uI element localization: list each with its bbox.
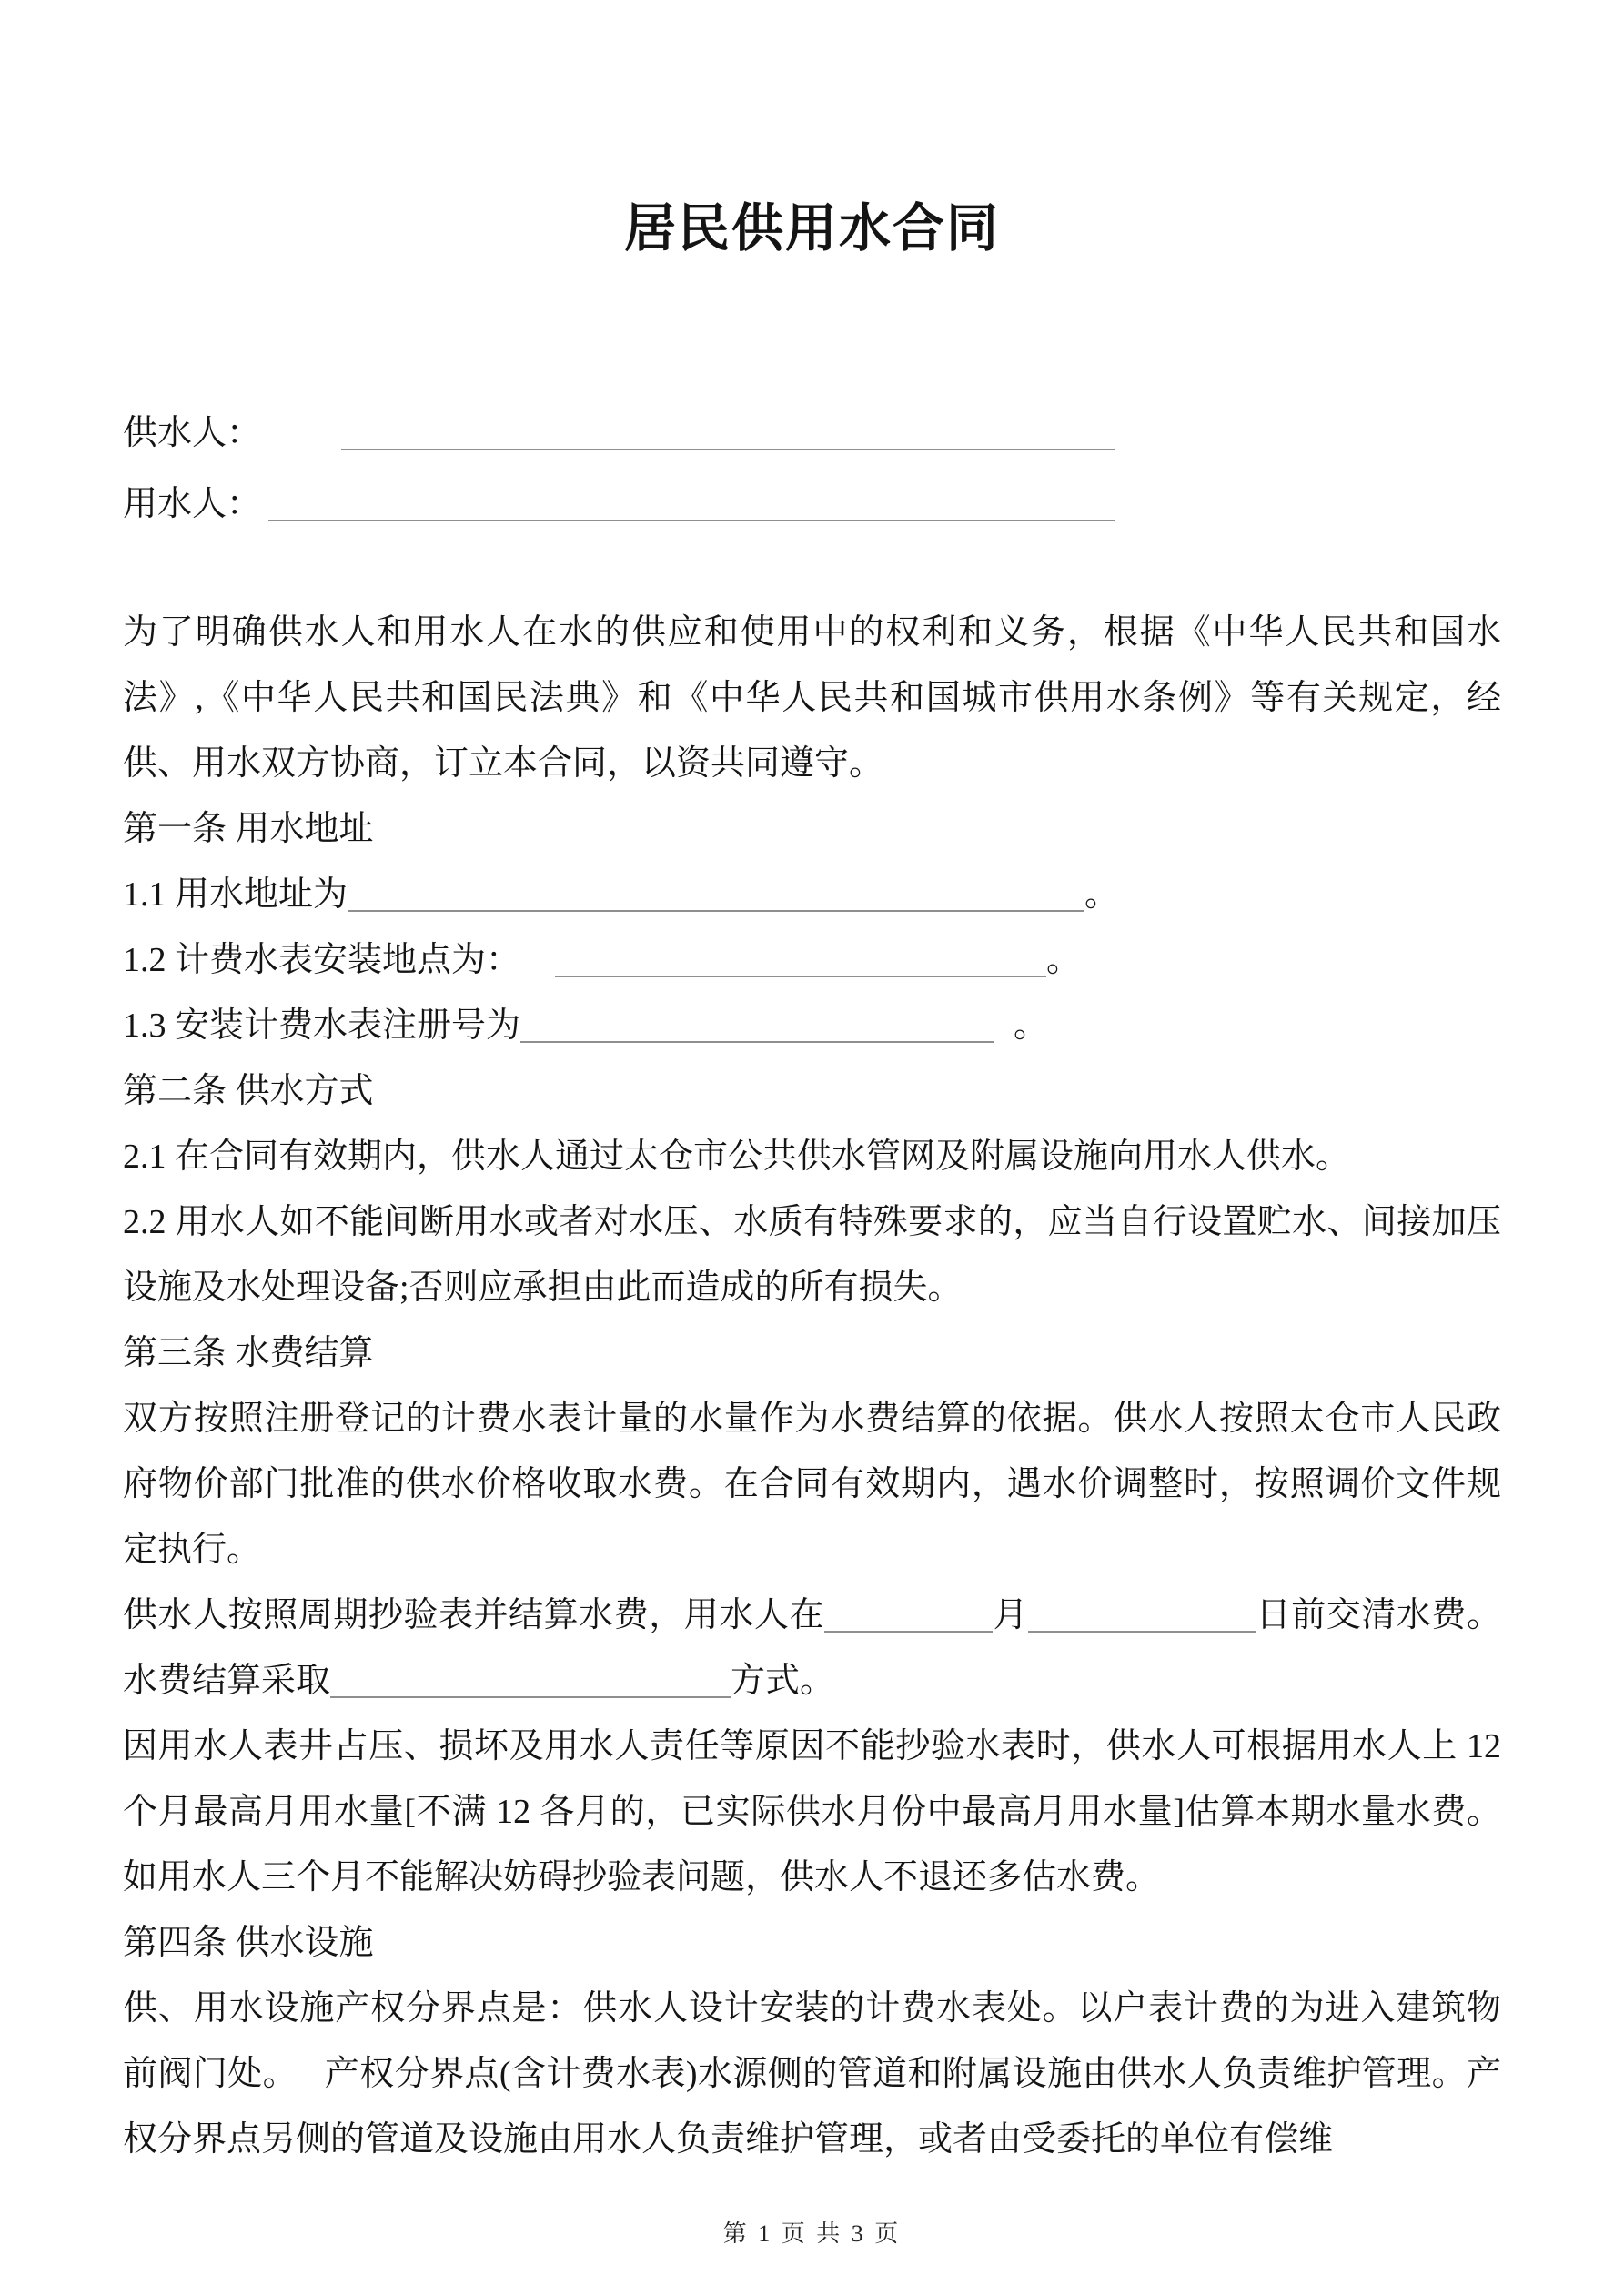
article-3-paragraph-3: 因用水人表井占压、损坏及用水人责任等原因不能抄验水表时，供水人可根据用水人上 12 个月最高月用水量[不满 12 各月的，已实际供水月份中最高月用水量]估算本期水量水费。如用水人三个月不能解决妨碍抄验表问题，供水人不退还多估水费。 — [123, 1727, 1510, 1896]
article-3-heading: 第三条 水费结算 — [123, 1334, 374, 1372]
intro-paragraph: 为了明确供水人和用水人在水的供应和使用中的权利和义务，根据《中华人民共和国水法》,《中华人民共和国民法典》和《中华人民共和国城市供用水条例》等有关规定，经供、用水双方协商，订立本合同，以资共同遵守。 — [123, 613, 1501, 783]
supplier-line — [123, 398, 1501, 469]
user-line — [123, 469, 1501, 540]
article-4-heading: 第四条 供水设施 — [123, 1924, 374, 1962]
clause-1-3-text: 1.3 安装计费水表注册号为 — [123, 1006, 521, 1045]
payment-method-blank-field — [330, 1696, 731, 1698]
billing-text-1: 供水人按照周期抄验表并结算水费，用水人在 — [123, 1596, 825, 1634]
contract-body — [123, 600, 1528, 2172]
clause-1-1-period: 。 — [1084, 875, 1120, 914]
document-title: 居民供用水合同 — [624, 200, 1000, 258]
meter-number-blank-field — [520, 1041, 994, 1043]
meter-location-blank-field — [555, 976, 1046, 977]
supplier-label: 供水人： — [123, 414, 262, 452]
page-footer: 第 1 页 共 3 页 — [722, 2220, 902, 2247]
clause-1-2-text: 1.2 计费水表安装地点为： — [123, 941, 521, 979]
billing-text-2: 月 — [993, 1596, 1029, 1634]
article-4-paragraph-1: 供、用水设施产权分界点是：供水人设计安装的计费水表处。以户表计费的为进入建筑物前阀门处。 产权分界点(含计费水表)水源侧的管道和附属设施由供水人负责维护管理。产权分界点另侧的管道及设施由用水人负责维护管理，或者由受委托的单位有偿维 — [123, 1989, 1501, 2159]
article-3-paragraph-2 — [123, 1583, 1528, 1714]
supplier-blank-field — [341, 449, 1115, 450]
clause-1-1-text: 1.1 用水地址为 — [123, 875, 348, 914]
clause-2-1: 2.1 在合同有效期内，供水人通过太仓市公共供水管网及附属设施向用水人供水。 — [123, 1138, 1351, 1176]
month-blank-field — [824, 1631, 993, 1633]
day-blank-field — [1028, 1631, 1256, 1633]
article-1-heading: 第一条 用水地址 — [123, 810, 374, 848]
clause-1-3-period: 。 — [1014, 1006, 1049, 1045]
billing-text-3: 日前交清水费。 水费结算采取 — [123, 1596, 1528, 1700]
clause-1-2 — [123, 927, 1501, 993]
user-blank-field — [268, 520, 1115, 521]
user-label: 用水人： — [123, 485, 262, 523]
billing-text-4: 方式。 — [731, 1662, 835, 1700]
clause-2-2: 2.2 用水人如不能间断用水或者对水压、水质有特殊要求的，应当自行设置贮水、间接加压设施及水处理设备;否则应承担由此而造成的所有损失。 — [123, 1203, 1501, 1307]
article-3-paragraph-1: 双方按照注册登记的计费水表计量的水量作为水费结算的依据。供水人按照太仓市人民政府物价部门批准的供水价格收取水费。在合同有效期内，遇水价调整时，按照调价文件规定执行。 — [123, 1400, 1501, 1569]
water-address-blank-field — [348, 910, 1084, 912]
clause-1-1 — [123, 862, 1501, 927]
clause-1-3 — [123, 993, 1501, 1058]
article-2-heading: 第二条 供水方式 — [123, 1072, 374, 1110]
clause-1-2-period: 。 — [1046, 941, 1082, 979]
parties-section — [123, 398, 1501, 540]
